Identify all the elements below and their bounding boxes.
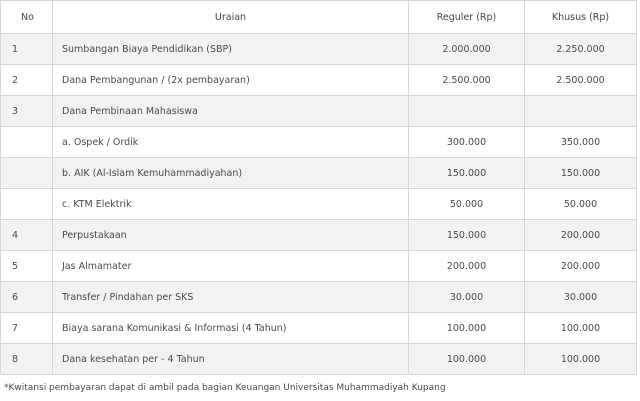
cell-khusus: 200.000 [525,220,637,251]
cell-no [1,189,53,220]
cell-khusus [525,96,637,127]
cell-uraian: Biaya sarana Komunikasi & Informasi (4 Tahun) [53,313,409,344]
cell-uraian: Perpustakaan [53,220,409,251]
cell-khusus: 50.000 [525,189,637,220]
cell-reguler: 150.000 [409,220,525,251]
cell-no: 4 [1,220,53,251]
cell-no: 5 [1,251,53,282]
cell-uraian: a. Ospek / Ordik [53,127,409,158]
cell-khusus: 350.000 [525,127,637,158]
cell-uraian: Transfer / Pindahan per SKS [53,282,409,313]
cell-reguler: 50.000 [409,189,525,220]
cell-reguler: 100.000 [409,344,525,375]
cell-uraian: b. AIK (Al-Islam Kemuhammadiyahan) [53,158,409,189]
cell-no: 2 [1,65,53,96]
table-row [1,344,637,375]
table-row [1,220,637,251]
cell-uraian: c. KTM Elektrik [53,189,409,220]
cell-uraian: Dana Pembangunan / (2x pembayaran) [53,65,409,96]
cell-no: 8 [1,344,53,375]
cell-reguler: 100.000 [409,313,525,344]
cell-reguler: 200.000 [409,251,525,282]
cell-reguler: 2.000.000 [409,34,525,65]
cell-reguler: 150.000 [409,158,525,189]
table-row [1,65,637,96]
cell-no: 7 [1,313,53,344]
cell-no: 1 [1,34,53,65]
header-khusus: Khusus (Rp) [525,1,637,34]
table-header-row [1,1,637,34]
table-row [1,127,637,158]
table-row [1,34,637,65]
cell-uraian: Dana kesehatan per - 4 Tahun [53,344,409,375]
cell-reguler [409,96,525,127]
cell-khusus: 2.250.000 [525,34,637,65]
table-row [1,313,637,344]
table-body [1,34,637,375]
table-row [1,158,637,189]
cell-khusus: 100.000 [525,344,637,375]
cell-uraian: Sumbangan Biaya Pendidikan (SBP) [53,34,409,65]
cell-uraian: Jas Almamater [53,251,409,282]
footnote: *Kwitansi pembayaran dapat di ambil pada bagian Keuangan Universitas Muhammadiyah Kupang [4,383,446,393]
cell-khusus: 150.000 [525,158,637,189]
cell-reguler: 2.500.000 [409,65,525,96]
table-row [1,189,637,220]
cell-uraian: Dana Pembinaan Mahasiswa [53,96,409,127]
header-reguler: Reguler (Rp) [409,1,525,34]
table-row [1,251,637,282]
cell-khusus: 30.000 [525,282,637,313]
table-row [1,282,637,313]
header-uraian: Uraian [53,1,409,34]
cell-no [1,127,53,158]
table-row [1,96,637,127]
cell-no [1,158,53,189]
cell-khusus: 100.000 [525,313,637,344]
cell-no: 3 [1,96,53,127]
cell-reguler: 300.000 [409,127,525,158]
cell-reguler: 30.000 [409,282,525,313]
cell-khusus: 2.500.000 [525,65,637,96]
cell-khusus: 200.000 [525,251,637,282]
cell-no: 6 [1,282,53,313]
header-no: No [1,1,53,34]
